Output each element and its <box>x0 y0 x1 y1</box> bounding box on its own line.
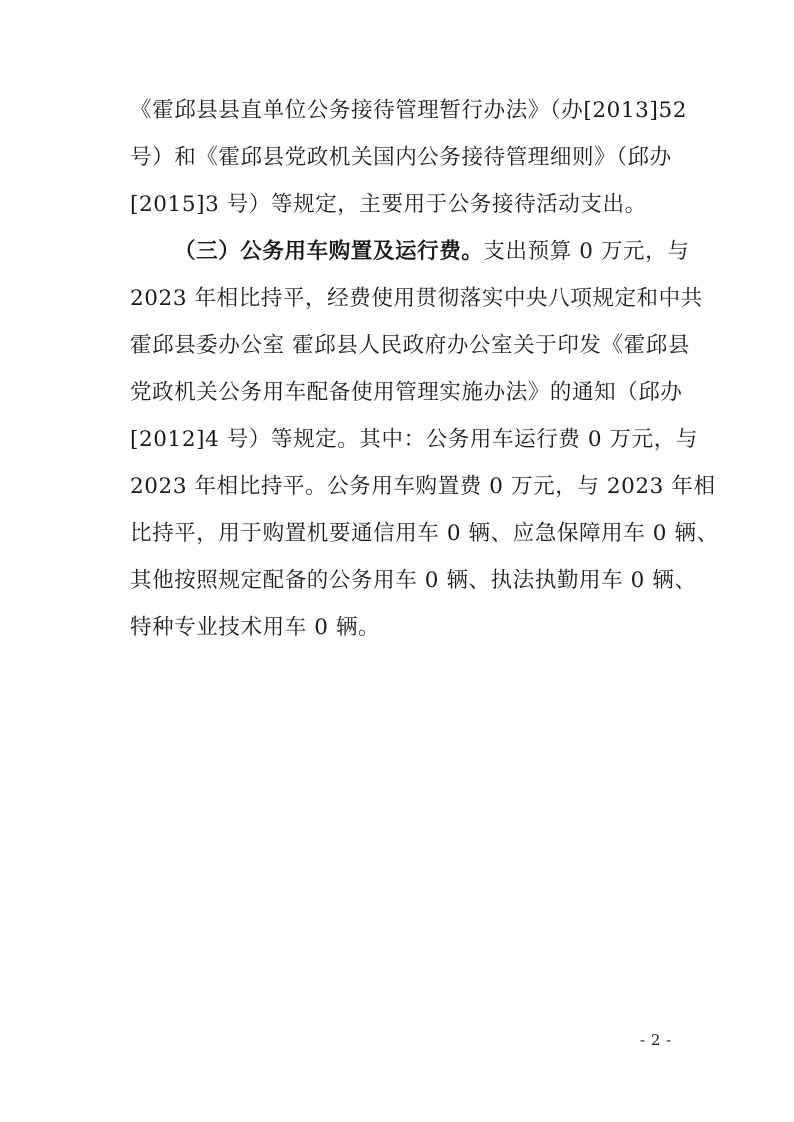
paragraph-line: 党政机关公务用车配备使用管理实施办法》的通知（邱办 <box>130 380 683 405</box>
section-heading-line <box>174 237 690 267</box>
paragraph-line: 《霍邱县县直单位公务接待管理暂行办法》（办[2013]52 <box>130 98 688 123</box>
paragraph-line: 比持平，用于购置机要通信用车 0 辆、应急保障用车 0 辆、 <box>130 521 719 546</box>
page-number: - 2 - <box>640 1031 672 1049</box>
paragraph-line: 特种专业技术用车 0 辆。 <box>130 615 381 640</box>
paragraph-line: 2023 年相比持平，经费使用贯彻落实中央八项规定和中共 <box>130 286 703 311</box>
section-heading: （三）公务用车购置及运行费。 <box>174 239 484 264</box>
paragraph-line: 其他按照规定配备的公务用车 0 辆、执法执勤用车 0 辆、 <box>130 568 697 593</box>
paragraph-line: 2023 年相比持平。公务用车购置费 0 万元，与 2023 年相 <box>130 474 716 499</box>
paragraph-line: [2015]3 号）等规定，主要用于公务接待活动支出。 <box>130 192 647 217</box>
paragraph-line: [2012]4 号）等规定。其中：公务用车运行费 0 万元，与 <box>130 427 698 452</box>
paragraph-line: 号）和《霍邱县党政机关国内公务接待管理细则》（邱办 <box>130 145 672 170</box>
paragraph-line: 霍邱县委办公室 霍邱县人民政府办公室关于印发《霍邱县 <box>130 333 690 358</box>
section-heading-rest: 支出预算 0 万元，与 <box>483 239 690 264</box>
